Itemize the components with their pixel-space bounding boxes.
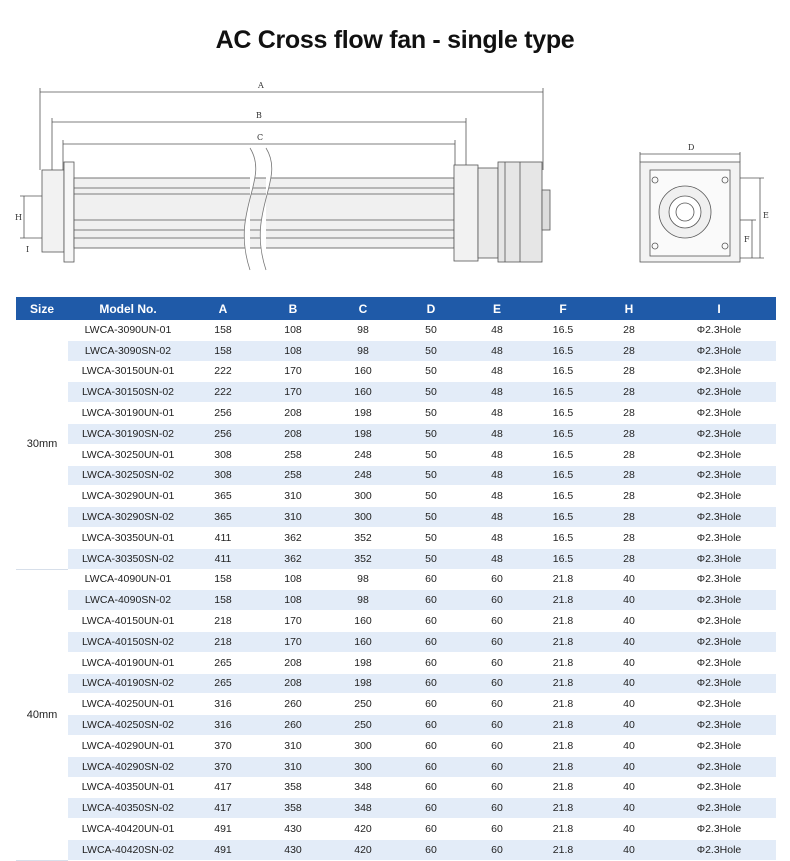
table-cell: 160 (328, 631, 398, 652)
table-cell: Φ2.3Hole (662, 756, 776, 777)
table-cell: 198 (328, 423, 398, 444)
table-row (16, 423, 776, 444)
column-header: D (398, 297, 464, 320)
table-cell: 60 (398, 631, 464, 652)
model-number-cell: LWCA-30150UN-01 (68, 361, 188, 382)
model-number-cell: LWCA-40150SN-02 (68, 631, 188, 652)
column-header: I (662, 297, 776, 320)
table-cell: 40 (596, 611, 662, 632)
table-cell: 16.5 (530, 340, 596, 361)
table-row (16, 756, 776, 777)
model-number-cell: LWCA-40190SN-02 (68, 673, 188, 694)
table-cell: Φ2.3Hole (662, 423, 776, 444)
table-cell: 40 (596, 839, 662, 860)
table-row (16, 465, 776, 486)
table-cell: 16.5 (530, 361, 596, 382)
page-title: AC Cross flow fan - single type (215, 26, 575, 54)
table-cell: 50 (398, 465, 464, 486)
table-cell: 40 (596, 590, 662, 611)
table-cell: 60 (398, 839, 464, 860)
table-cell: 21.8 (530, 756, 596, 777)
table-cell: 362 (258, 548, 328, 569)
table-row (16, 652, 776, 673)
table-cell: 352 (328, 527, 398, 548)
table-cell: 60 (464, 819, 530, 840)
table-cell: 16.5 (530, 548, 596, 569)
table-cell: 60 (464, 777, 530, 798)
table-cell: 16.5 (530, 507, 596, 528)
table-cell: 21.8 (530, 819, 596, 840)
table-cell: 491 (188, 839, 258, 860)
table-cell: 48 (464, 527, 530, 548)
table-cell: 108 (258, 320, 328, 340)
table-cell: 40 (596, 756, 662, 777)
table-cell: 316 (188, 715, 258, 736)
table-cell: 108 (258, 569, 328, 590)
table-cell: Φ2.3Hole (662, 548, 776, 569)
table-cell: 60 (398, 569, 464, 590)
dim-label-e: E (763, 211, 769, 220)
table-cell: 21.8 (530, 590, 596, 611)
table-cell: 60 (464, 673, 530, 694)
table-cell: Φ2.3Hole (662, 777, 776, 798)
table-cell: 60 (398, 819, 464, 840)
table-cell: 21.8 (530, 798, 596, 819)
table-cell: 260 (258, 694, 328, 715)
table-cell: 40 (596, 819, 662, 840)
table-cell: 265 (188, 673, 258, 694)
table-cell: 365 (188, 486, 258, 507)
model-number-cell: LWCA-30250SN-02 (68, 465, 188, 486)
table-cell: 300 (328, 486, 398, 507)
table-row (16, 819, 776, 840)
table-header-row (16, 297, 776, 320)
table-cell: Φ2.3Hole (662, 798, 776, 819)
table-cell: 208 (258, 652, 328, 673)
table-row (16, 340, 776, 361)
table-cell: 50 (398, 361, 464, 382)
table-row (16, 694, 776, 715)
model-number-cell: LWCA-40150UN-01 (68, 611, 188, 632)
model-number-cell: LWCA-30190SN-02 (68, 423, 188, 444)
table-cell: 16.5 (530, 444, 596, 465)
table-cell: 260 (258, 715, 328, 736)
model-number-cell: LWCA-30250UN-01 (68, 444, 188, 465)
column-header: A (188, 297, 258, 320)
table-cell: 48 (464, 382, 530, 403)
table-cell: 170 (258, 611, 328, 632)
table-cell: 60 (464, 652, 530, 673)
table-row (16, 715, 776, 736)
table-cell: 198 (328, 403, 398, 424)
table-cell: Φ2.3Hole (662, 320, 776, 340)
table-cell: Φ2.3Hole (662, 465, 776, 486)
table-cell: 40 (596, 777, 662, 798)
table-cell: 60 (464, 590, 530, 611)
table-cell: 40 (596, 735, 662, 756)
table-cell: 28 (596, 361, 662, 382)
table-cell: Φ2.3Hole (662, 361, 776, 382)
table-cell: 60 (398, 590, 464, 611)
table-cell: 40 (596, 631, 662, 652)
model-number-cell: LWCA-30290UN-01 (68, 486, 188, 507)
table-cell: 250 (328, 715, 398, 736)
model-number-cell: LWCA-30350SN-02 (68, 548, 188, 569)
table-cell: 222 (188, 382, 258, 403)
table-cell: 60 (398, 715, 464, 736)
table-cell: Φ2.3Hole (662, 507, 776, 528)
table-cell: Φ2.3Hole (662, 652, 776, 673)
table-cell: 258 (258, 444, 328, 465)
table-cell: 21.8 (530, 777, 596, 798)
table-cell: 198 (328, 673, 398, 694)
table-cell: Φ2.3Hole (662, 403, 776, 424)
table-cell: 310 (258, 756, 328, 777)
table-cell: 50 (398, 403, 464, 424)
table-cell: 370 (188, 756, 258, 777)
table-cell: 250 (328, 694, 398, 715)
table-cell: 60 (464, 631, 530, 652)
table-row (16, 569, 776, 590)
table-row (16, 403, 776, 424)
table-cell: 21.8 (530, 839, 596, 860)
table-cell: 48 (464, 320, 530, 340)
model-number-cell: LWCA-40290UN-01 (68, 735, 188, 756)
table-cell: 40 (596, 798, 662, 819)
model-number-cell: LWCA-40350UN-01 (68, 777, 188, 798)
table-cell: 491 (188, 819, 258, 840)
table-cell: Φ2.3Hole (662, 590, 776, 611)
table-body (16, 320, 776, 860)
table-cell: 256 (188, 403, 258, 424)
table-cell: 158 (188, 590, 258, 611)
model-number-cell: LWCA-40420SN-02 (68, 839, 188, 860)
table-cell: 50 (398, 320, 464, 340)
table-cell: 50 (398, 423, 464, 444)
column-header: B (258, 297, 328, 320)
table-cell: Φ2.3Hole (662, 694, 776, 715)
table-cell: 248 (328, 465, 398, 486)
table-cell: 222 (188, 361, 258, 382)
table-cell: 50 (398, 548, 464, 569)
fan-technical-drawing (0, 70, 790, 292)
dim-label-a: A (258, 81, 264, 90)
table-cell: 300 (328, 756, 398, 777)
table-cell: 420 (328, 839, 398, 860)
table-cell: Φ2.3Hole (662, 673, 776, 694)
table-cell: 16.5 (530, 465, 596, 486)
table-row (16, 320, 776, 340)
table-cell: 160 (328, 611, 398, 632)
dim-label-b: B (256, 111, 262, 120)
table-cell: 98 (328, 340, 398, 361)
column-header: Model No. (68, 297, 188, 320)
table-cell: 28 (596, 507, 662, 528)
table-cell: 108 (258, 590, 328, 611)
table-row (16, 611, 776, 632)
table-cell: Φ2.3Hole (662, 382, 776, 403)
column-header: Size (16, 297, 68, 320)
table-cell: 170 (258, 382, 328, 403)
table-cell: 60 (398, 756, 464, 777)
table-cell: 265 (188, 652, 258, 673)
table-cell: 48 (464, 403, 530, 424)
table-cell: 248 (328, 444, 398, 465)
table-cell: 50 (398, 382, 464, 403)
table-cell: 430 (258, 819, 328, 840)
model-number-cell: LWCA-3090UN-01 (68, 320, 188, 340)
table-cell: 300 (328, 735, 398, 756)
table-cell: 40 (596, 673, 662, 694)
table-cell: Φ2.3Hole (662, 444, 776, 465)
table-cell: 60 (398, 777, 464, 798)
table-cell: 21.8 (530, 715, 596, 736)
table-cell: 16.5 (530, 382, 596, 403)
table-cell: 158 (188, 320, 258, 340)
table-cell: 310 (258, 735, 328, 756)
table-cell: 21.8 (530, 694, 596, 715)
dim-label-c: C (257, 133, 264, 142)
table-row (16, 777, 776, 798)
table-cell: 60 (398, 652, 464, 673)
table-cell: 348 (328, 798, 398, 819)
table-row (16, 631, 776, 652)
dim-label-h: H (15, 213, 22, 222)
table-cell: 60 (464, 611, 530, 632)
table-cell: Φ2.3Hole (662, 611, 776, 632)
table-cell: 21.8 (530, 735, 596, 756)
table-cell: 170 (258, 361, 328, 382)
table-cell: 16.5 (530, 527, 596, 548)
table-cell: 40 (596, 694, 662, 715)
table-cell: Φ2.3Hole (662, 631, 776, 652)
table-row (16, 798, 776, 819)
model-number-cell: LWCA-4090UN-01 (68, 569, 188, 590)
table-row (16, 361, 776, 382)
table-cell: 16.5 (530, 423, 596, 444)
table-cell: 40 (596, 715, 662, 736)
spec-table (16, 297, 776, 861)
table-cell: 28 (596, 465, 662, 486)
dim-label-f: F (744, 235, 750, 244)
table-row (16, 590, 776, 611)
table-cell: Φ2.3Hole (662, 715, 776, 736)
table-cell: 60 (464, 569, 530, 590)
table-cell: 50 (398, 340, 464, 361)
table-cell: 28 (596, 340, 662, 361)
table-cell: 98 (328, 320, 398, 340)
table-cell: 40 (596, 569, 662, 590)
table-row (16, 527, 776, 548)
model-number-cell: LWCA-30290SN-02 (68, 507, 188, 528)
table-row (16, 735, 776, 756)
table-cell: Φ2.3Hole (662, 527, 776, 548)
table-cell: 352 (328, 548, 398, 569)
table-cell: 348 (328, 777, 398, 798)
table-cell: 50 (398, 527, 464, 548)
table-cell: 28 (596, 320, 662, 340)
table-cell: 48 (464, 486, 530, 507)
table-cell: 208 (258, 423, 328, 444)
table-cell: 60 (464, 798, 530, 819)
table-cell: 358 (258, 798, 328, 819)
table-cell: Φ2.3Hole (662, 340, 776, 361)
table-cell: 21.8 (530, 611, 596, 632)
table-cell: 60 (398, 735, 464, 756)
table-cell: 28 (596, 444, 662, 465)
model-number-cell: LWCA-40250SN-02 (68, 715, 188, 736)
table-cell: 60 (464, 839, 530, 860)
table-cell: 40 (596, 652, 662, 673)
table-cell: 16.5 (530, 486, 596, 507)
table-cell: 28 (596, 403, 662, 424)
table-cell: 430 (258, 839, 328, 860)
table-cell: 60 (398, 798, 464, 819)
table-cell: 21.8 (530, 652, 596, 673)
dim-label-i: I (26, 245, 30, 254)
table-cell: 208 (258, 673, 328, 694)
table-cell: 160 (328, 382, 398, 403)
table-cell: 198 (328, 652, 398, 673)
table-cell: 28 (596, 527, 662, 548)
table-cell: 417 (188, 777, 258, 798)
table-cell: 16.5 (530, 403, 596, 424)
model-number-cell: LWCA-40420UN-01 (68, 819, 188, 840)
table-cell: 98 (328, 569, 398, 590)
table-cell: 308 (188, 465, 258, 486)
table-cell: 411 (188, 548, 258, 569)
table-cell: 258 (258, 465, 328, 486)
column-header: H (596, 297, 662, 320)
table-cell: 308 (188, 444, 258, 465)
model-number-cell: LWCA-30150SN-02 (68, 382, 188, 403)
table-cell: 21.8 (530, 569, 596, 590)
model-number-cell: LWCA-40250UN-01 (68, 694, 188, 715)
table-cell: Φ2.3Hole (662, 486, 776, 507)
table-cell: 158 (188, 569, 258, 590)
table-cell: 108 (258, 340, 328, 361)
table-cell: 60 (398, 694, 464, 715)
table-cell: 60 (398, 611, 464, 632)
table-cell: 60 (464, 756, 530, 777)
table-cell: 21.8 (530, 673, 596, 694)
table-cell: 28 (596, 548, 662, 569)
table-cell: 218 (188, 631, 258, 652)
table-cell: 160 (328, 361, 398, 382)
table-cell: 48 (464, 340, 530, 361)
table-cell: 420 (328, 819, 398, 840)
table-cell: 48 (464, 465, 530, 486)
table-cell: 170 (258, 631, 328, 652)
table-cell: 16.5 (530, 320, 596, 340)
table-cell: 28 (596, 382, 662, 403)
model-number-cell: LWCA-30350UN-01 (68, 527, 188, 548)
table-cell: 21.8 (530, 631, 596, 652)
table-cell: 48 (464, 507, 530, 528)
table-cell: 60 (464, 715, 530, 736)
column-header: C (328, 297, 398, 320)
table-cell: Φ2.3Hole (662, 839, 776, 860)
table-cell: 310 (258, 507, 328, 528)
table-cell: 48 (464, 444, 530, 465)
table-cell: 417 (188, 798, 258, 819)
table-cell: 60 (398, 673, 464, 694)
table-cell: 370 (188, 735, 258, 756)
table-cell: 28 (596, 423, 662, 444)
table-cell: 208 (258, 403, 328, 424)
table-cell: 48 (464, 361, 530, 382)
table-cell: 50 (398, 507, 464, 528)
table-cell: 358 (258, 777, 328, 798)
table-cell: 60 (464, 694, 530, 715)
table-cell: 158 (188, 340, 258, 361)
table-cell: 310 (258, 486, 328, 507)
table-cell: 256 (188, 423, 258, 444)
table-row (16, 382, 776, 403)
table-cell: 48 (464, 423, 530, 444)
table-cell: 362 (258, 527, 328, 548)
column-header: F (530, 297, 596, 320)
column-header: E (464, 297, 530, 320)
table-row (16, 486, 776, 507)
table-row (16, 507, 776, 528)
table-row (16, 673, 776, 694)
table-row (16, 548, 776, 569)
table-cell: 411 (188, 527, 258, 548)
table-row (16, 444, 776, 465)
table-cell: 300 (328, 507, 398, 528)
table-row (16, 839, 776, 860)
model-number-cell: LWCA-30190UN-01 (68, 403, 188, 424)
model-number-cell: LWCA-40290SN-02 (68, 756, 188, 777)
dim-label-d: D (688, 143, 695, 152)
table-cell: 60 (464, 735, 530, 756)
model-number-cell: LWCA-40190UN-01 (68, 652, 188, 673)
table-cell: 50 (398, 486, 464, 507)
table-cell: 48 (464, 548, 530, 569)
table-cell: 218 (188, 611, 258, 632)
model-number-cell: LWCA-40350SN-02 (68, 798, 188, 819)
table-cell: 365 (188, 507, 258, 528)
model-number-cell: LWCA-3090SN-02 (68, 340, 188, 361)
table-cell: Φ2.3Hole (662, 735, 776, 756)
table-cell: 98 (328, 590, 398, 611)
table-cell: Φ2.3Hole (662, 569, 776, 590)
model-number-cell: LWCA-4090SN-02 (68, 590, 188, 611)
table-cell: 28 (596, 486, 662, 507)
table-cell: 316 (188, 694, 258, 715)
table-cell: Φ2.3Hole (662, 819, 776, 840)
table-cell: 50 (398, 444, 464, 465)
size-group-label: 30mm (16, 320, 68, 569)
size-group-label: 40mm (16, 569, 68, 860)
